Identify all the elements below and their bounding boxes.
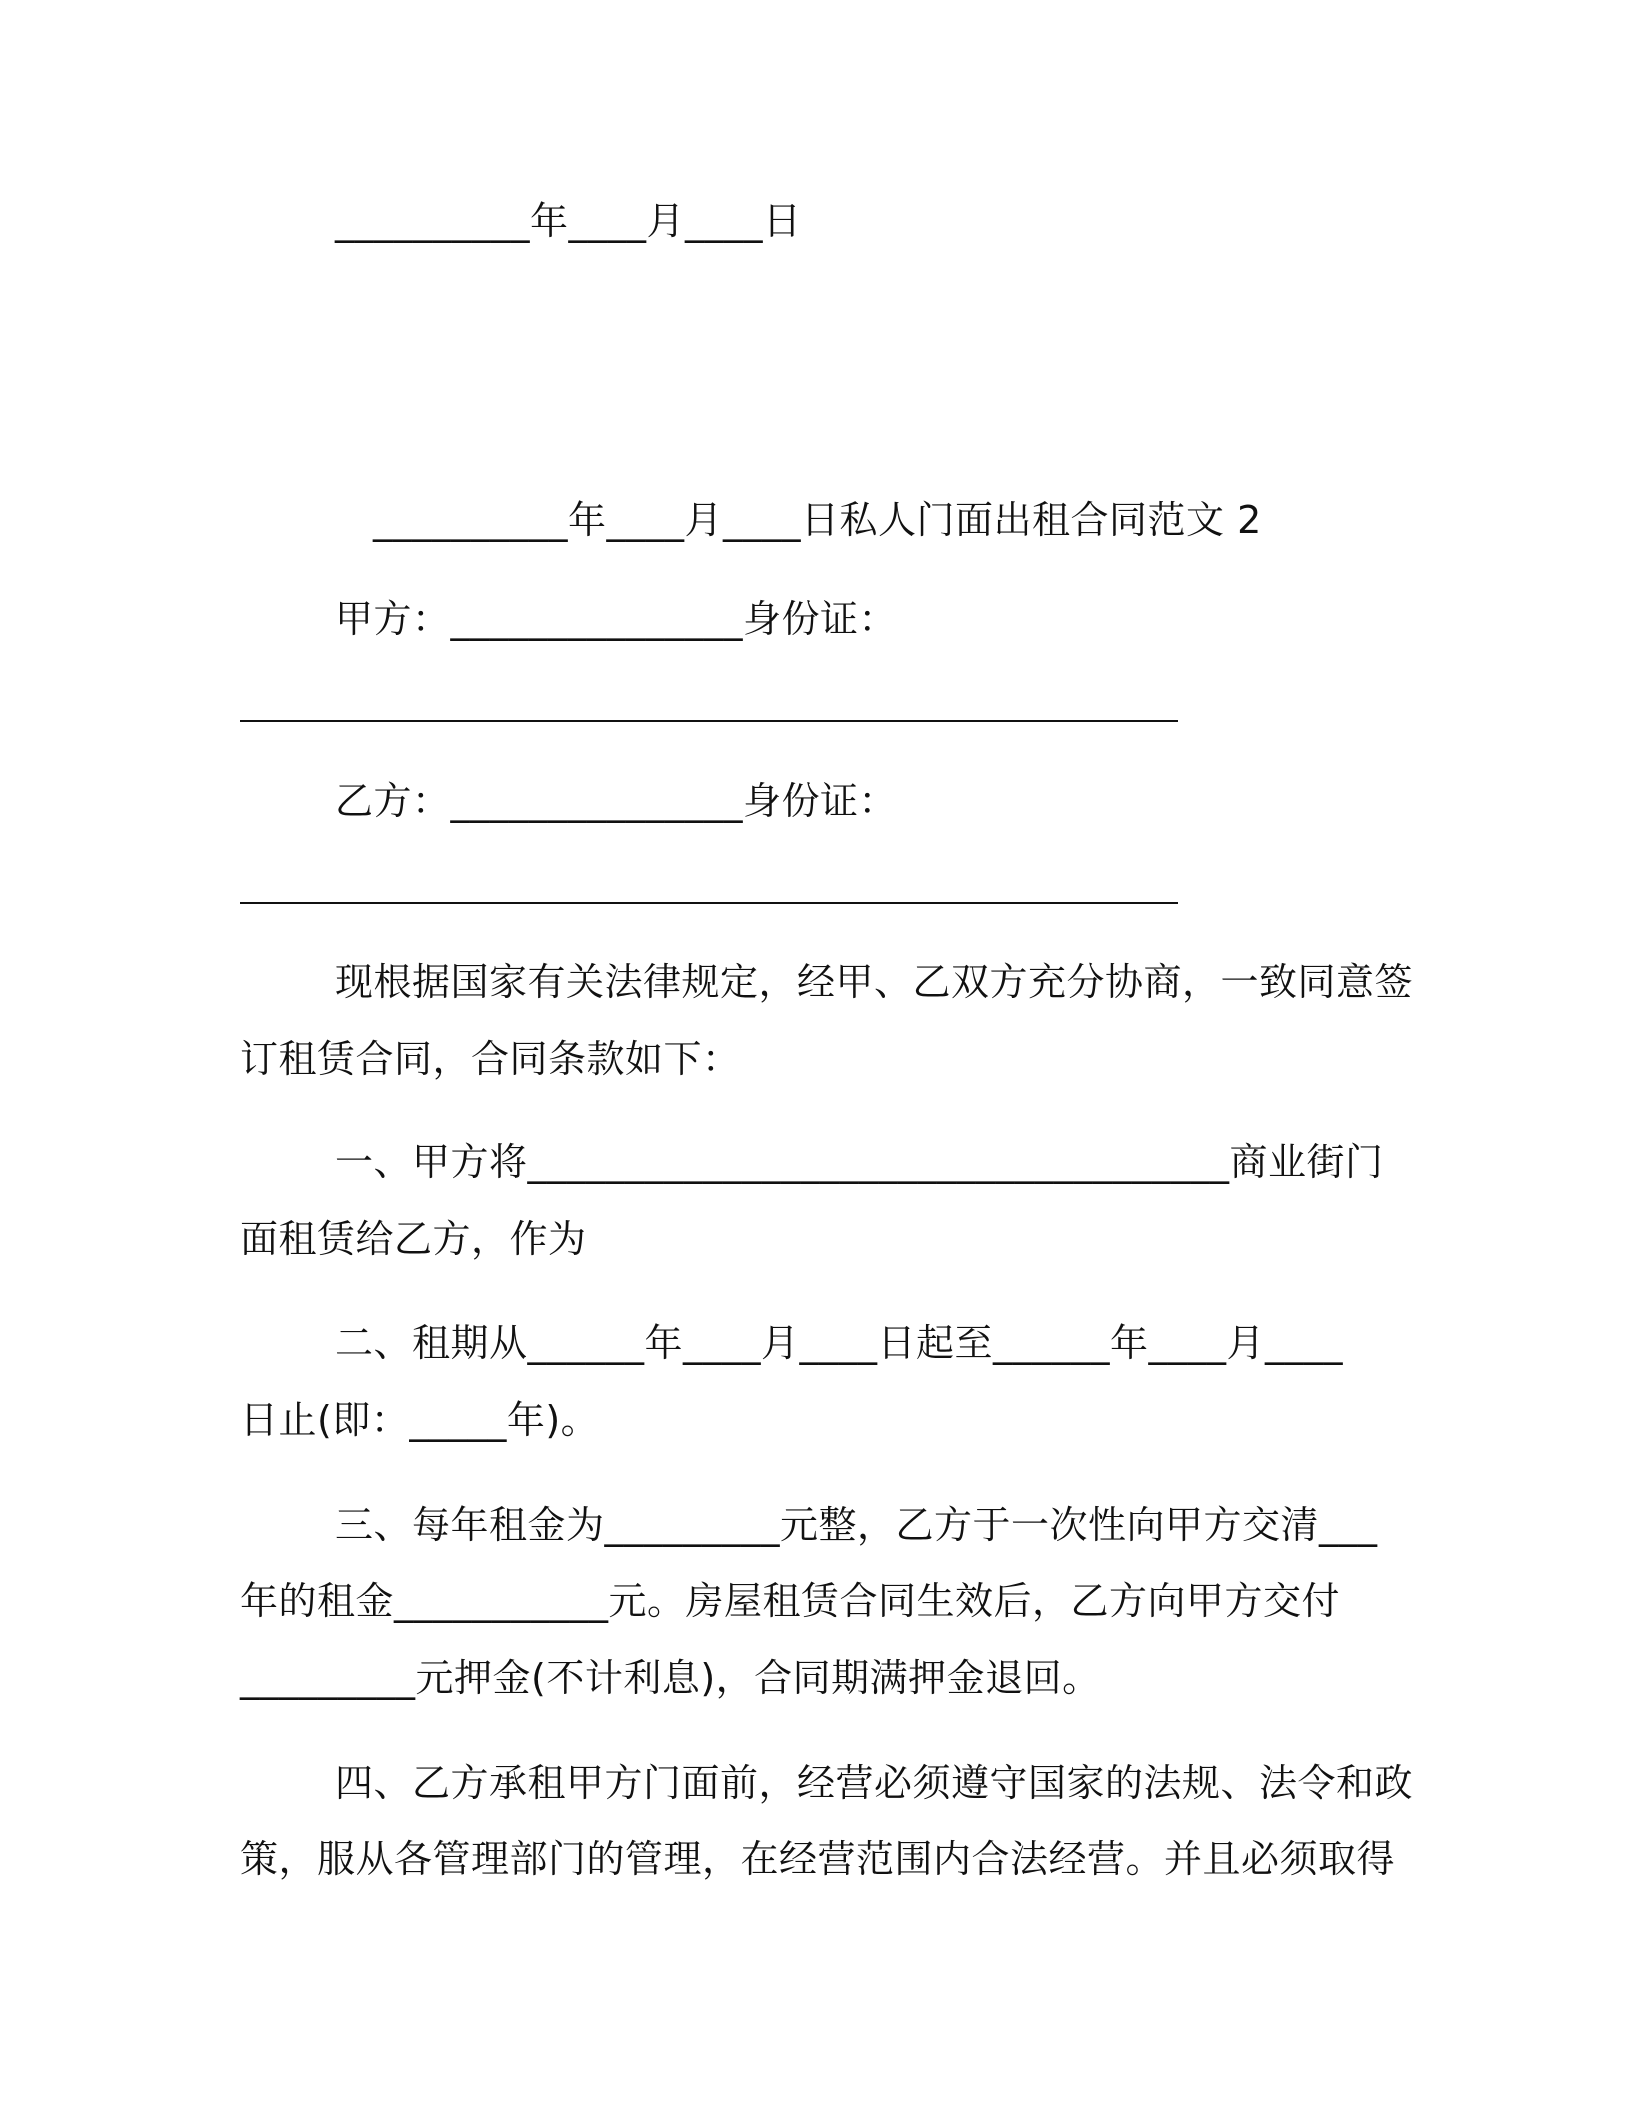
clause-3-line-2: 年的租金___________元。房屋租赁合同生效后，乙方向甲方交付 [240, 1579, 1341, 1623]
party-b-line: 乙方：_______________身份证： [335, 779, 898, 823]
party-a-line: 甲方：_______________身份证： [335, 597, 898, 641]
intro-paragraph-line-2: 订租赁合同，合同条款如下： [240, 1037, 741, 1081]
clause-2-line-1: 二、租期从______年____月____日起至______年____月____ [335, 1321, 1344, 1365]
clause-2-line-2: 日止(即：_____年)。 [240, 1398, 600, 1442]
clause-3-line-3: _________元押金(不计利息)，合同期满押金退回。 [240, 1656, 1101, 1700]
clause-4-line-1: 四、乙方承租甲方门面前，经营必须遵守国家的法规、法令和政 [335, 1761, 1414, 1805]
clause-4-line-2: 策，服从各管理部门的管理，在经营范围内合法经营。并且必须取得 [240, 1837, 1396, 1881]
date-line: __________年____月____日 [335, 199, 802, 243]
document-title: __________年____月____日私人门面出租合同范文 2 [373, 498, 1262, 542]
party-b-id-blank-line [240, 902, 1178, 904]
party-a-id-blank-line [240, 720, 1178, 722]
intro-paragraph-line-1: 现根据国家有关法律规定，经甲、乙双方充分协商，一致同意签 [335, 960, 1414, 1004]
clause-1-line-2: 面租赁给乙方，作为 [240, 1217, 587, 1261]
clause-3-line-1: 三、每年租金为_________元整，乙方于一次性向甲方交清___ [335, 1503, 1378, 1547]
clause-1-line-1: 一、甲方将____________________________________商业街门 [335, 1140, 1384, 1184]
